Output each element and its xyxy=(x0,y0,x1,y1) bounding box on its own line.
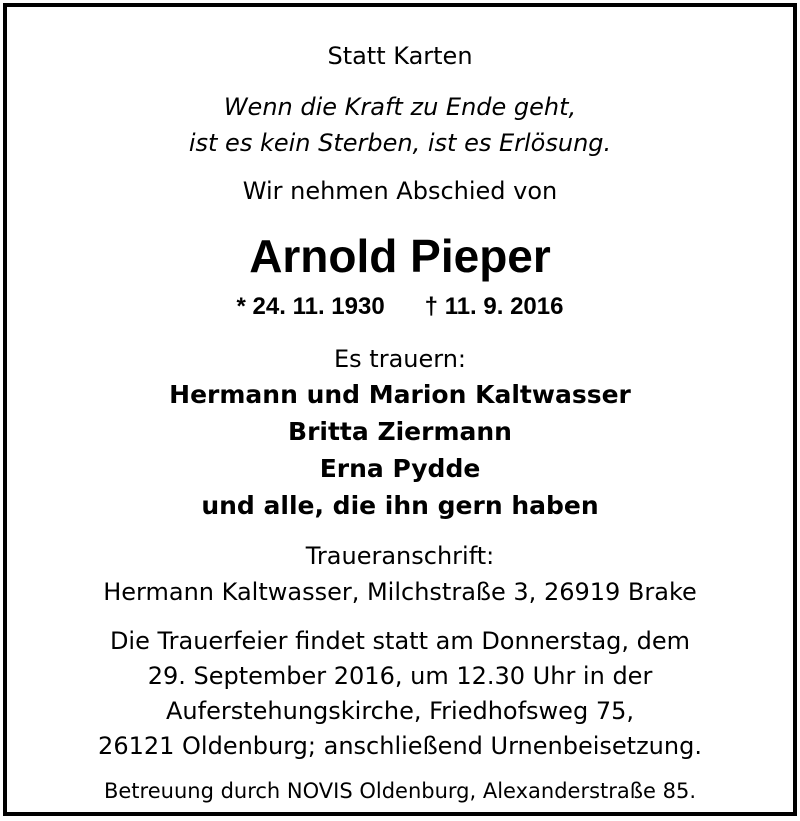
ceremony-line-2: 29. September 2016, um 12.30 Uhr in der xyxy=(147,662,653,690)
ceremony-line-1: Die Trauerfeier findet statt am Donnerstag, dem xyxy=(109,627,691,655)
mourner-name: und alle, die ihn gern haben xyxy=(201,491,599,520)
mourners-label: Es trauern: xyxy=(334,345,466,373)
ceremony-line-3: Auferstehungskirche, Friedhofsweg 75, xyxy=(166,697,634,725)
footer-text: Betreuung durch NOVIS Oldenburg, Alexanderstraße 85. xyxy=(103,779,696,803)
life-dates xyxy=(7,295,793,319)
deceased-name: Arnold Pieper xyxy=(249,230,551,282)
mourner-name: Hermann und Marion Kaltwasser xyxy=(169,380,631,409)
obituary-frame xyxy=(3,3,797,816)
quote-line-2: ist es kein Sterben, ist es Erlösung. xyxy=(188,129,612,157)
mourner-name: Erna Pydde xyxy=(319,454,481,483)
intro-text: Wir nehmen Abschied von xyxy=(242,177,558,205)
mourner-name: Britta Ziermann xyxy=(288,417,512,446)
header-text: Statt Karten xyxy=(327,42,473,70)
address-label: Traueranschrift: xyxy=(305,542,495,570)
ceremony-line-4: 26121 Oldenburg; anschließend Urnenbeisetzung. xyxy=(98,732,702,760)
death-date: † 11. 9. 2016 xyxy=(424,293,564,320)
quote-line-1: Wenn die Kraft zu Ende geht, xyxy=(223,93,577,121)
birth-date: * 24. 11. 1930 xyxy=(236,293,385,320)
address-value: Hermann Kaltwasser, Milchstraße 3, 26919 Brake xyxy=(103,578,697,606)
